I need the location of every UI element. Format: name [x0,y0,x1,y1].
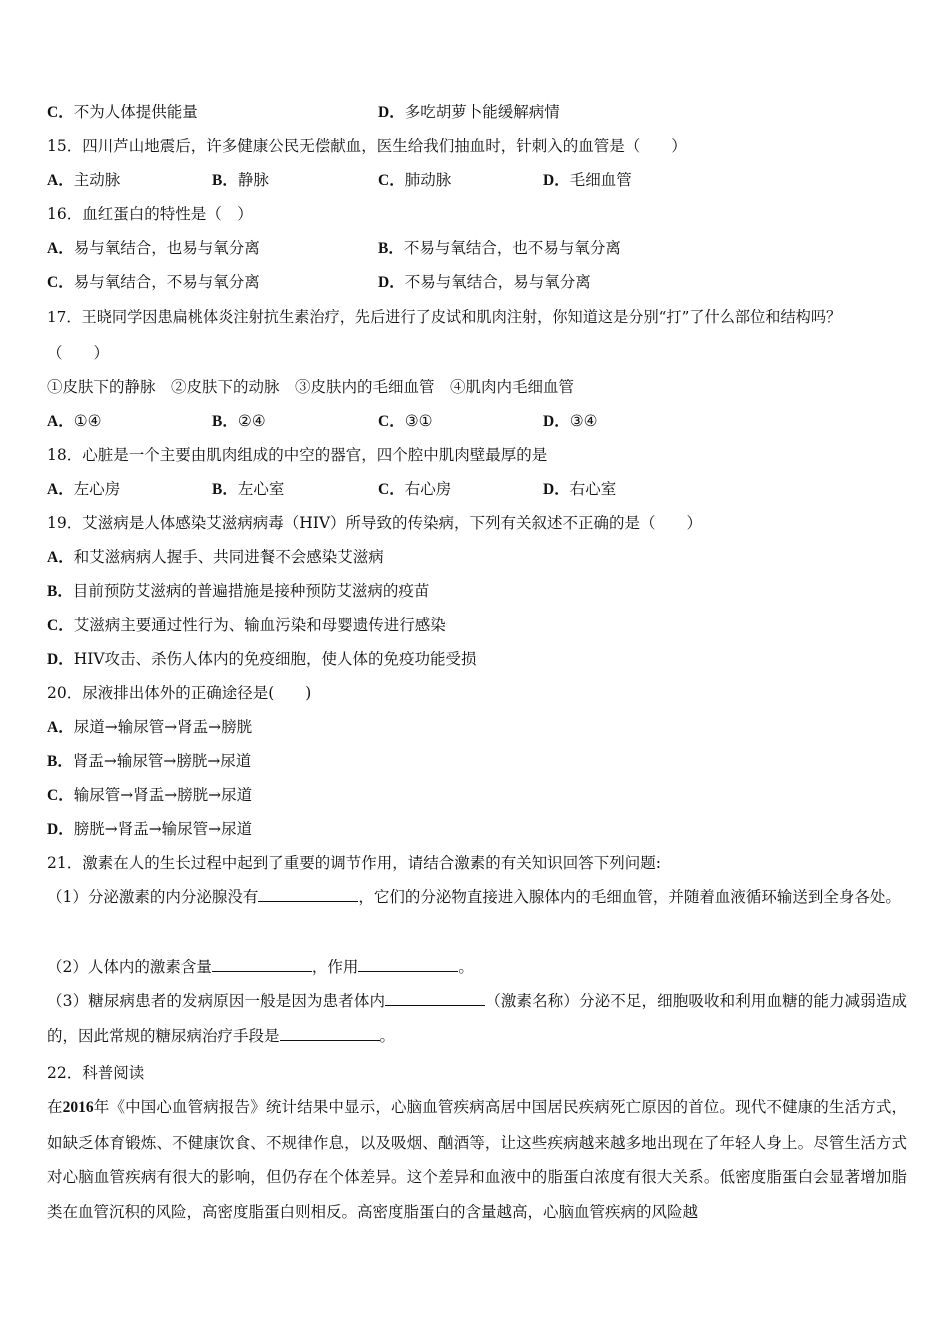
q22-paragraph [47,1090,907,1229]
option-text: 艾滋病主要通过性行为、输血污染和母婴遗传进行感染 [73,616,446,634]
option-key: D． [543,172,570,189]
q20-option-a [47,716,252,739]
q17-stem: 17．王晓同学因患扁桃体炎注射抗生素治疗，先后进行了皮试和肌肉注射，你知道这是分别“打”了什么部位和结构吗？ [47,308,842,326]
option-text: 肺动脉 [404,171,452,189]
part-text: （2）人体内的激素含量 [47,958,212,976]
q15-option-d [543,169,632,192]
option-text: 易与氧结合，不易与氧分离 [73,273,260,291]
q16-option-c [47,271,260,294]
option-text: 目前预防艾滋病的普遍措施是接种预防艾滋病的疫苗 [72,582,430,600]
q21-part-3 [47,984,907,1053]
option-key: B． [212,172,238,189]
option-key: A． [47,413,74,430]
option-key: D． [543,413,570,430]
answer-blank[interactable] [212,957,312,972]
option-key: A． [47,719,74,736]
para-text: 年《中国心血管病报告》统计结果中显示，心脑血管疾病高居中国居民疾病死亡原因的首位。现代不健康的生活方式，如缺乏体育锻炼、不健康饮食、不规律作息，以及吸烟、酗酒等，让这些疾病越来越多地出现在了年轻人身上。尽管生活方式对心脑血管疾病有很大的影响，但仍存在个体差异。这个差异和血液中的脂蛋白浓度有很大关系。低密度脂蛋白会显著增加脂类在血管沉积的风险，高密度脂蛋白则相反。高密度脂蛋白的含量越高，心脑血管疾病的风险越 [47,1098,907,1221]
part-text: 。 [379,1026,396,1045]
q21-stem: 21．激素在人的生长过程中起到了重要的调节作用，请结合激素的有关知识回答下列问题: [47,854,661,872]
option-key: A． [47,549,74,566]
option-text: 不为人体提供能量 [73,103,198,121]
q18-option-c [378,478,451,501]
option-key: C． [378,481,405,498]
option-text: ①④ [73,412,102,430]
option-key: D． [378,104,405,121]
answer-blank[interactable] [280,1026,380,1041]
option-key: D． [543,481,570,498]
option-key: B． [212,413,238,430]
q16-option-b [378,237,621,260]
option-text: 输尿管→肾盂→膀胱→尿道 [73,786,253,804]
option-text: 肾盂→输尿管→膀胱→尿道 [72,752,252,770]
q21-part-2 [47,950,907,985]
option-text: 尿道→输尿管→肾盂→膀胱 [73,718,253,736]
q19-option-d [47,648,477,671]
option-text: 不易与氧结合，也不易与氧分离 [403,239,621,257]
para-text: 在 [47,1098,63,1116]
option-key: C． [47,274,74,291]
option-key: D． [47,651,74,668]
option-key: B． [378,240,404,257]
option-key: D． [378,274,405,291]
q18-option-b [212,478,284,501]
option-key: A． [47,240,74,257]
part-text: 。 [458,958,474,976]
option-text: 不易与氧结合，易与氧分离 [404,273,591,291]
q17-option-b [212,410,266,433]
answer-blank[interactable] [385,991,485,1006]
option-text: 易与氧结合，也易与氧分离 [73,239,260,257]
answer-blank[interactable] [258,887,358,902]
q21-part-1 [47,880,907,915]
part-text: （激素名称）分泌不足，细胞吸收和利用血糖的能力减弱造成的，因此常规的糖尿病治疗手段是 [47,992,907,1045]
option-text: 左心室 [237,480,285,498]
q20-option-c [47,784,252,807]
option-text: 膀胱→肾盂→输尿管→尿道 [73,820,253,838]
q14-option-d [378,101,560,124]
option-text: ③① [404,412,433,430]
para-year: 2016 [62,1099,94,1116]
option-text: 右心房 [404,480,452,498]
q18-stem: 18．心脏是一个主要由肌肉组成的中空的器官，四个腔中肌肉壁最厚的是 [47,446,548,464]
option-key: A． [47,481,74,498]
q19-option-b [47,580,429,603]
option-key: C． [47,617,74,634]
option-key: B． [212,481,238,498]
option-text: ③④ [569,412,598,430]
option-text: 静脉 [237,171,269,189]
q19-stem: 19．艾滋病是人体感染艾滋病病毒（HIV）所导致的传染病，下列有关叙述不正确的是（ ） [47,514,703,532]
option-text: 主动脉 [73,171,121,189]
part-text: ，作用 [311,958,359,976]
q16-stem: 16．血红蛋白的特性是（ ） [47,205,253,223]
answer-blank[interactable] [358,957,458,972]
option-key: B． [47,583,73,600]
q16-option-d [378,271,591,294]
q20-stem: 20．尿液排出体外的正确途径是( ) [47,684,312,702]
part-text: （1）分泌激素的内分泌腺没有 [47,888,259,906]
q14-option-c [47,101,198,124]
option-text: 毛细血管 [569,171,632,189]
option-key: C． [378,172,405,189]
q15-option-c [378,169,451,192]
q19-option-c [47,614,446,637]
q19-option-a [47,546,384,569]
q17-option-a [47,410,102,433]
q22-stem: 22．科普阅读 [47,1064,145,1082]
option-text: ②④ [237,412,266,430]
q18-option-a [47,478,120,501]
option-text: 右心室 [569,480,617,498]
q17-items: ①皮肤下的静脉 ②皮肤下的动脉 ③皮肤内的毛细血管 ④肌肉内毛细血管 [47,378,575,396]
part-text: ，它们的分泌物直接进入腺体内的毛细血管，并随着血液循环输送到全身各处。 [358,888,901,906]
option-key: C． [47,787,74,804]
option-key: B． [47,753,73,770]
option-text: HIV攻击、杀伤人体内的免疫细胞，使人体的免疫功能受损 [73,650,477,668]
q16-option-a [47,237,260,260]
q15-option-b [212,169,269,192]
option-text: 左心房 [73,480,121,498]
q17-option-c [378,410,433,433]
option-key: C． [47,104,74,121]
q15-stem: 15．四川芦山地震后，许多健康公民无偿献血，医生给我们抽血时，针刺入的血管是（ ） [47,137,687,155]
q15-option-a [47,169,120,192]
q20-option-b [47,750,251,773]
q17-option-d [543,410,598,433]
option-text: 多吃胡萝卜能缓解病情 [404,103,560,121]
option-key: C． [378,413,405,430]
part-text: （3）糖尿病患者的发病原因一般是因为患者体内 [47,992,386,1010]
q18-option-d [543,478,616,501]
option-text: 和艾滋病病人握手、共同进餐不会感染艾滋病 [73,548,384,566]
q20-option-d [47,818,252,841]
option-key: D． [47,821,74,838]
option-key: A． [47,172,74,189]
q17-paren: （ ） [47,344,110,362]
